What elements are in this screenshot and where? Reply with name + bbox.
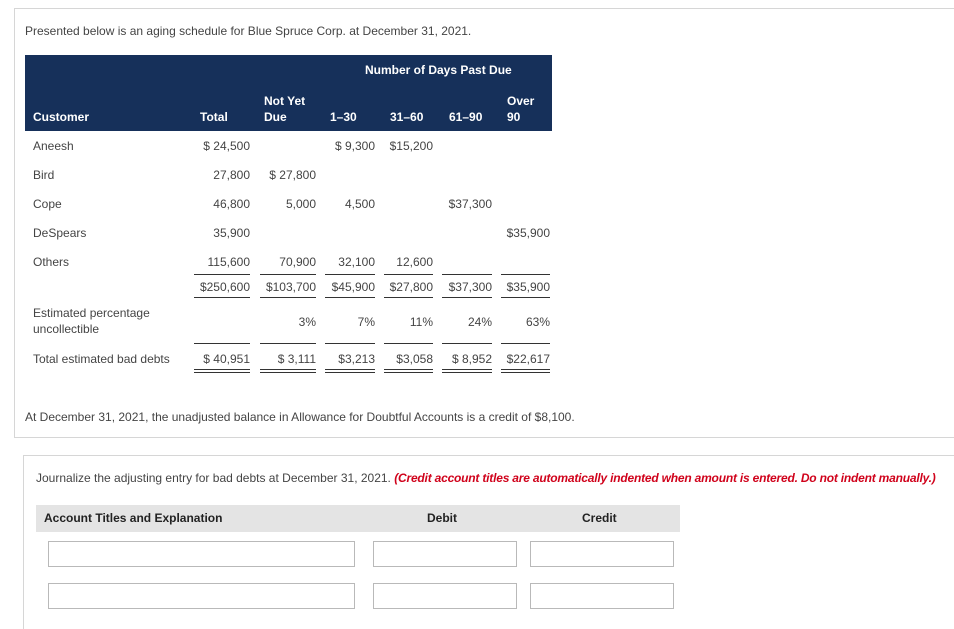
instruction-warning: (Credit account titles are automatically indented when amount is entered. Do not indent manually.) — [394, 471, 936, 485]
sum-line — [384, 343, 433, 344]
row-customer: DeSpears — [33, 226, 87, 240]
aging-table-header — [25, 55, 552, 131]
double-line — [384, 369, 433, 370]
sum-line — [384, 297, 433, 298]
double-line — [260, 372, 316, 373]
sum-line — [442, 343, 492, 344]
double-line — [384, 372, 433, 373]
account-title-input-1[interactable] — [48, 541, 355, 567]
credit-input-2[interactable] — [530, 583, 674, 609]
allowance-note: At December 31, 2021, the unadjusted balance in Allowance for Doubtful Accounts is a credit of $8,100. — [25, 410, 575, 424]
row-1-30: $ 9,300 — [334, 139, 375, 153]
pct-not-yet: 3% — [298, 315, 316, 329]
row-customer: Others — [33, 255, 70, 269]
pct-31-60: 11% — [409, 315, 433, 329]
double-line — [325, 369, 375, 370]
row-total: 46,800 — [213, 197, 250, 211]
sum-line — [442, 274, 492, 275]
double-line — [501, 372, 550, 373]
double-line — [442, 369, 492, 370]
row-61-90: $37,300 — [448, 197, 492, 211]
sum-line — [501, 343, 550, 344]
bad-total: $ 40,951 — [203, 352, 250, 366]
totals-total: $250,600 — [199, 280, 250, 294]
bad-1-30: $3,213 — [338, 352, 375, 366]
col-customer: Customer — [33, 110, 90, 124]
row-total: 115,600 — [207, 255, 250, 269]
sum-line — [325, 297, 375, 298]
days-past-due-heading: Number of Days Past Due — [365, 63, 512, 77]
row-customer: Bird — [33, 168, 55, 182]
bad-debts-label: Total estimated bad debts — [33, 352, 170, 366]
sum-line — [384, 274, 433, 275]
sum-line — [194, 343, 250, 344]
double-line — [194, 372, 250, 373]
sum-line — [501, 297, 550, 298]
bad-61-90: $ 8,952 — [451, 352, 492, 366]
row-total: 27,800 — [213, 168, 250, 182]
sum-line — [325, 274, 375, 275]
sum-line — [194, 274, 250, 275]
row-1-30: 4,500 — [344, 197, 375, 211]
row-1-30: 32,100 — [338, 255, 375, 269]
sum-line — [501, 274, 550, 275]
double-line — [501, 369, 550, 370]
sum-line — [260, 343, 316, 344]
col-over-line1: Over — [507, 94, 535, 108]
totals-61-90: $37,300 — [448, 280, 492, 294]
col-not-yet-line1: Not Yet — [264, 94, 306, 108]
col-1-30: 1–30 — [330, 110, 357, 124]
col-credit: Credit — [582, 511, 617, 525]
journal-instruction — [36, 471, 936, 485]
col-not-yet-line2: Due — [264, 110, 287, 124]
sum-line — [325, 343, 375, 344]
double-line — [442, 372, 492, 373]
row-not-yet: 70,900 — [279, 255, 316, 269]
bad-over-90: $22,617 — [506, 352, 550, 366]
col-account-titles: Account Titles and Explanation — [44, 511, 223, 525]
debit-input-1[interactable] — [373, 541, 517, 567]
double-line — [325, 372, 375, 373]
col-debit: Debit — [427, 511, 457, 525]
totals-31-60: $27,800 — [389, 280, 433, 294]
double-line — [260, 369, 316, 370]
intro-text: Presented below is an aging schedule for Blue Spruce Corp. at December 31, 2021. — [25, 24, 472, 38]
row-total: 35,900 — [213, 226, 250, 240]
bad-31-60: $3,058 — [396, 352, 433, 366]
totals-not-yet: $103,700 — [265, 280, 316, 294]
col-31-60: 31–60 — [390, 110, 424, 124]
bad-not-yet: $ 3,111 — [277, 352, 316, 366]
credit-input-1[interactable] — [530, 541, 674, 567]
row-customer: Cope — [33, 197, 62, 211]
double-line — [194, 369, 250, 370]
row-total: $ 24,500 — [203, 139, 250, 153]
account-title-input-2[interactable] — [48, 583, 355, 609]
pct-61-90: 24% — [467, 315, 492, 329]
sum-line — [442, 297, 492, 298]
sum-line — [260, 274, 316, 275]
row-not-yet: $ 27,800 — [269, 168, 316, 182]
row-over-90: $35,900 — [506, 226, 550, 240]
debit-input-2[interactable] — [373, 583, 517, 609]
pct-label-line2: uncollectible — [33, 322, 100, 336]
col-total: Total — [200, 110, 228, 124]
sum-line — [194, 297, 250, 298]
pct-over-90: 63% — [525, 315, 550, 329]
instruction-text: Journalize the adjusting entry for bad debts at December 31, 2021. — [36, 471, 395, 485]
row-31-60: 12,600 — [396, 255, 433, 269]
row-customer: Aneesh — [33, 139, 74, 153]
pct-1-30: 7% — [357, 315, 375, 329]
journal-header — [36, 505, 680, 532]
pct-label-line1: Estimated percentage — [33, 306, 150, 320]
row-31-60: $15,200 — [389, 139, 433, 153]
sum-line — [260, 297, 316, 298]
col-over-line2: 90 — [507, 110, 521, 124]
row-not-yet: 5,000 — [285, 197, 316, 211]
totals-over-90: $35,900 — [506, 280, 550, 294]
col-61-90: 61–90 — [449, 110, 483, 124]
totals-1-30: $45,900 — [331, 280, 375, 294]
